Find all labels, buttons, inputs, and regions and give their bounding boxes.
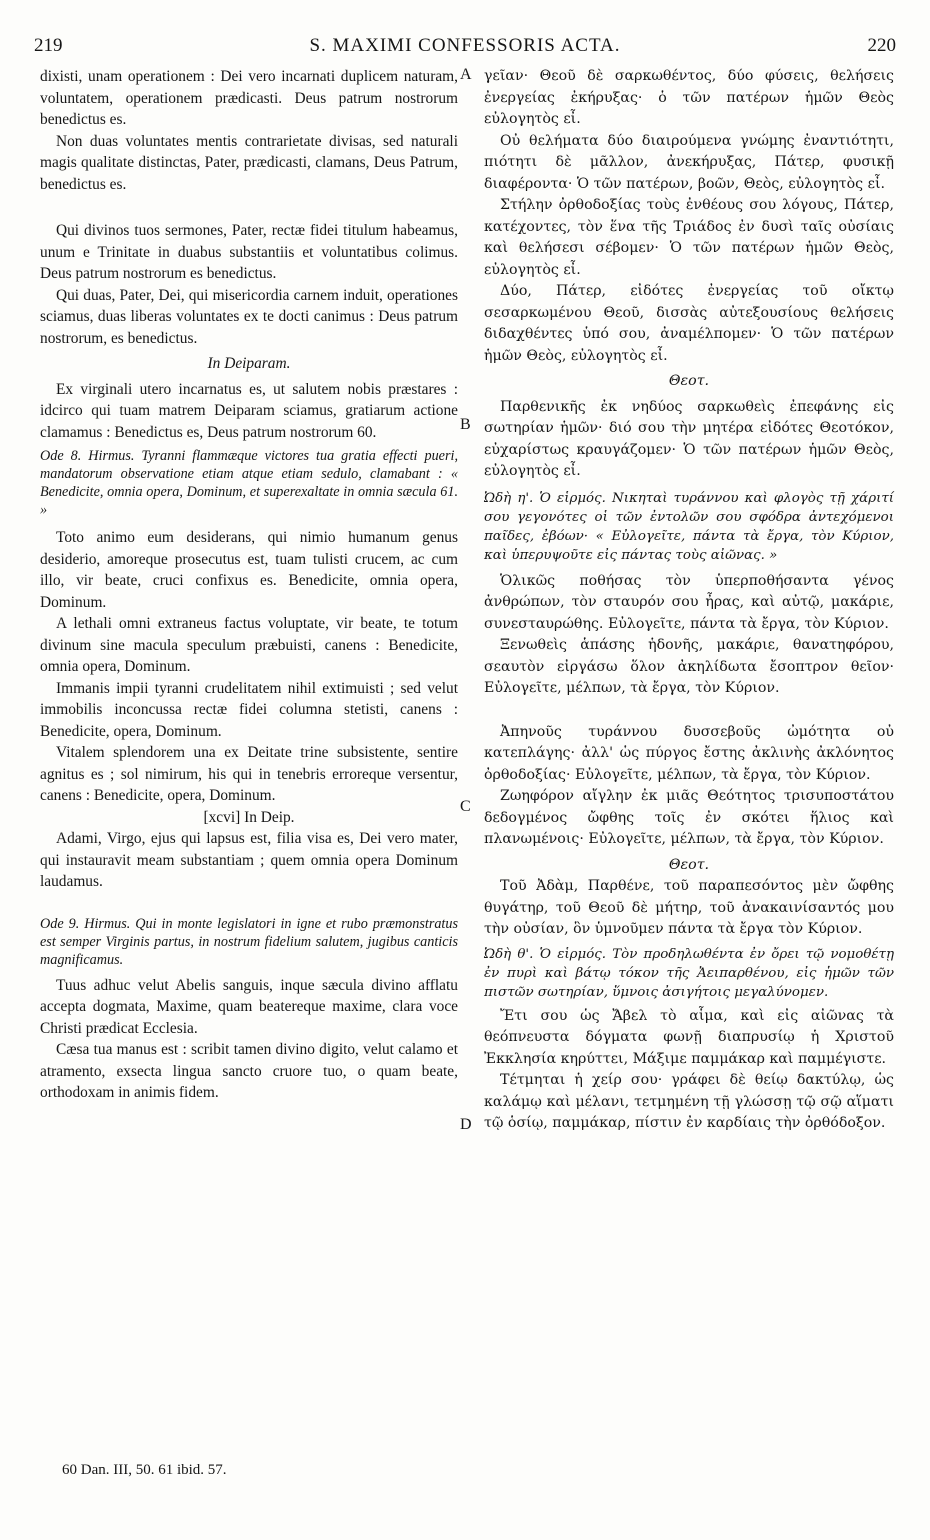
greek-paragraph: Ἀπηνοῦς τυράννου δυσσεβοῦς ὠμότητα οὐ κατεπλάγης· ἀλλ' ὡς πύργος ἔστης ἀκλινὴς ἀκλόνητος ὀρθοδοξίας· Εὐλογεῖτε, μέλπων, τὰ ἔργα, τὸν Κύριον. xyxy=(484,723,894,783)
greek-ode-9-hirmus: Ὠδὴ θ'. Ὁ εἱρμός. Τὸν προδηλωθέντα ἐν ὄρει τῷ νομοθέτῃ ἐν πυρὶ καὶ βάτῳ τόκον τῆς Ἀειπαρθένου, εἰς ἡμῶν τῶν πιστῶν σωτηρίαν, ὕμνοις ἀσιγήτοις μεγαλύνομεν. xyxy=(484,946,894,1000)
greek-paragraph: Παρθενικῆς ἐκ νηδύος σαρκωθεὶς ἐπεφάνης εἰς σωτηρίαν ἡμῶν· διό σου τὴν μητέρα εἰδότες Θεοτόκον, εὐχαρίστως κραυγάζομεν· Ὁ τῶν πατέρων ἡμῶν Θεὸς, εὐλογητὸς εἶ. xyxy=(484,398,894,479)
greek-heading-theot-2: Θεοτ. xyxy=(668,856,710,873)
latin-column xyxy=(40,66,458,1104)
latin-paragraph: Ex virginali utero incarnatus es, ut salutem nobis præstares : idcirco qui tuam matrem Deiparam sciamus, gratiarum actione clamamus : Benedictus es, Deus patrum nostrorum 60. xyxy=(40,380,458,441)
latin-paragraph: Cæsa tua manus est : scribit tamen divino digito, velut calamo et atramento, exsecta lingua sancto cruore tuo, o quam beate, orthodoxam in animis fidem. xyxy=(40,1041,458,1101)
latin-paragraph: dixisti, unam operationem : Dei vero incarnati duplicem naturam, voluntatem, operationem prædicasti. Deus patrum nostrorum benedictus es. xyxy=(40,68,458,128)
latin-paragraph: Immanis impii tyranni crudelitatem nihil extimuisti ; sed velut immobilis inconcussa rectæ fidei columna stetisti, canens : Benedicite, opera, Dominum. xyxy=(40,679,458,740)
latin-paragraph: A lethali omni extraneus factus voluptate, vir beate, te totum divinum sine macula speculum præbuisti, canens : Benedicite, omnia opera, Dominum. xyxy=(40,615,458,675)
greek-paragraph: Οὐ θελήματα δύο διαιρούμενα γνώμης ἐναντιότητι, πιότητι δὲ μᾶλλον, ἀνεκήρυξας, Πάτερ, φυσικῇ διαφέροντα· Ὁ τῶν πατέρων, βοῶν, Θεὸς, εὐλογητὸς εἶ. xyxy=(484,132,894,192)
greek-ode-8-hirmus: Ὠδὴ η'. Ὁ εἱρμός. Νικηταὶ τυράννου καὶ φλογὸς τῇ χάριτί σου γεγονότες οἱ τῶν ἐντολῶν σου σφόδρα ἀντεχόμενοι παῖδες, ἐβόων· « Εὐλογεῖτε, πάντα τὰ ἔργα, τὸν Κύριον, καὶ ὑπερυψοῦτε εἰς πάντας τοὺς αἰῶνας. » xyxy=(484,490,894,563)
latin-paragraph: Toto animo eum desiderans, qui nimio humanum genus desiderio, amoreque prosecutus est, tuam tulisti crucem, ac cum illo, vir beate, cruci confixus es. Benedicite, omnia opera, Dominum. xyxy=(40,529,458,611)
greek-paragraph: γεῖαν· Θεοῦ δὲ σαρκωθέντος, δύο φύσεις, θελήσεις ἐνεργείας ἐκήρυξας· ὁ τῶν πατέρων ἡμῶν Θεὸς εὐλογητὸς εἶ. xyxy=(484,68,894,127)
section-marker-d: D xyxy=(460,1116,472,1133)
running-title: S. MAXIMI CONFESSORIS ACTA. xyxy=(309,35,621,56)
section-marker-c: C xyxy=(460,798,471,815)
latin-heading-deiparam: In Deiparam. xyxy=(207,355,291,372)
greek-paragraph: Ἔτι σου ὡς Ἄβελ τὸ αἷμα, καὶ εἰς αἰῶνας τὰ θεόπνευστα δόγματα φωνῇ διαπρυσίῳ ἡ Χριστοῦ Ἐκκλησία κηρύττει, Μάξιμε παμμάκαρ καὶ παμμέγιστε. xyxy=(484,1007,894,1067)
greek-paragraph: Δύο, Πάτερ, εἰδότες ἐνεργείας τοῦ οἴκτῳ σεσαρκωμένου Θεοῦ, δισσὰς αὐτεξουσίους θελήσεις διδαχθέντες ὑπό σου, ἀναμέλπομεν· Ὁ τῶν πατέρων ἡμῶν Θεὸς, εὐλογητὸς εἶ. xyxy=(484,283,894,364)
left-page-number: 219 xyxy=(34,35,63,56)
section-marker-a: A xyxy=(460,66,472,83)
greek-paragraph: Τέτμηται ἡ χείρ σου· γράφει δὲ θείῳ δακτύλῳ, ὡς καλάμῳ καὶ μέλανι, τετμημένη τῇ γλώσσῃ τῷ σῷ αἵματι τῷ ὁσίῳ, παμμάκαρ, πίστιν ἐν καρδίαις τὴν ὀρθόδοξον. xyxy=(484,1072,894,1131)
running-header xyxy=(34,34,896,58)
footnotes: 60 Dan. III, 50. 61 ibid. 57. xyxy=(62,1462,227,1478)
greek-paragraph: Ζωηφόρον αἴγλην ἐκ μιᾶς Θεότητος τρισυποστάτου δεδογμένος ὤφθης τοῖς ἐν σκότει ἥλιος καὶ πλανωμένοις· Εὐλογεῖτε, μέλπων, τὰ ἔργα, τὸν Κύριον. xyxy=(484,788,894,847)
greek-paragraph: Ὁλικῶς ποθήσας τὸν ὑπερποθήσαντα γένος ἀνθρώπων, τὸν σταυρόν σου ἦρας, καὶ αὐτῷ, μακάριε, συνεσταυρώθης. Εὐλογεῖτε, πάντα τὰ ἔργα, τὸν Κύριον. xyxy=(484,572,894,632)
latin-paragraph: Qui duas, Pater, Dei, qui misericordia carnem induit, operationes sciamus, duas liberas voluntates ex te docti canimus : Deus patrum nostrorum, es benedictus. xyxy=(40,286,458,347)
greek-paragraph: Τοῦ Ἀδὰμ, Παρθένε, τοῦ παραπεσόντος μὲν ὤφθης θυγάτηρ, τοῦ Θεοῦ δὲ μήτηρ, τοῦ ἀνακαινίσαντός μου τὴν οὐσίαν, ὃν ὑμνοῦμεν πάντα τὰ ἔργα τὸν Κύριον. xyxy=(484,878,894,937)
latin-paragraph: Vitalem splendorem una ex Deitate trine subsistente, sentire agnitus es ; sol nimirum, his qui in tenebris erroreque versentur, canens : Benedicite, opera, Dominum. xyxy=(40,744,458,804)
latin-paragraph: Tuus adhuc velut Abelis sanguis, inque sæcula divino afflatu accepta dogmata, Maxime, quam beatereque maxime, clara voce Christi prædicat Ecclesia. xyxy=(40,976,458,1037)
latin-ode-8-hirmus: Ode 8. Hirmus. Tyranni flammæque victores tua gratia effecti pueri, mandatorum observatione etiam atque etiam sedulo, clamabant : « Benedicite, omnia opera, Dominum, et superexaltate in omnia sæcula 61. » xyxy=(40,448,458,518)
latin-heading-in-deip: [xcvi] In Deip. xyxy=(203,808,295,826)
latin-paragraph: Adami, Virgo, ejus qui lapsus est, filia visa es, Dei vero mater, qui instauravit meam substantiam ; quem omnia opera Dominum laudamus. xyxy=(40,830,458,890)
greek-column xyxy=(484,66,894,1135)
latin-paragraph: Qui divinos tuos sermones, Pater, rectæ fidei titulum habeamus, unum e Trinitate in duabus substantiis et voluntatibus colimus. Deus patrum nostrorum es benedictus. xyxy=(40,222,458,282)
section-marker-b: B xyxy=(460,416,471,433)
right-page-number: 220 xyxy=(867,35,896,56)
greek-heading-theot: Θεοτ. xyxy=(668,373,710,389)
latin-paragraph: Non duas voluntates mentis contrarietate divisas, sed naturali magis qualitate distinctas, Pater, prædicasti, clamans, Deus Patrum, benedictus es. xyxy=(40,132,458,193)
latin-ode-9-hirmus: Ode 9. Hirmus. Qui in monte legislatori in igne et rubo præmonstratus est semper Virginis partus, in nostrum fidelium salutem, jugibus canticis magnificamus. xyxy=(40,915,458,968)
greek-paragraph: Στήλην ὀρθοδοξίας τοὺς ἐνθέους σου λόγους, Πάτερ, κατέχοντες, τὸν ἕνα τῆς Τριάδος ἐν δυσὶ ταῖς οὐσίαις καὶ θελήσεσι σέβομεν· Ὁ τῶν πατέρων ἡμῶν Θεὸς, εὐλογητὸς εἶ. xyxy=(484,197,894,278)
greek-paragraph: Ξενωθεὶς ἁπάσης ἡδονῆς, μακάριε, θανατηφόρου, σεαυτὸν εἰργάσω ὅλον ἀκηλίδωτα ἔσοπτρον θεῖον· Εὐλογεῖτε, μέλπων, τὰ ἔργα, τὸν Κύριον. xyxy=(484,637,894,696)
